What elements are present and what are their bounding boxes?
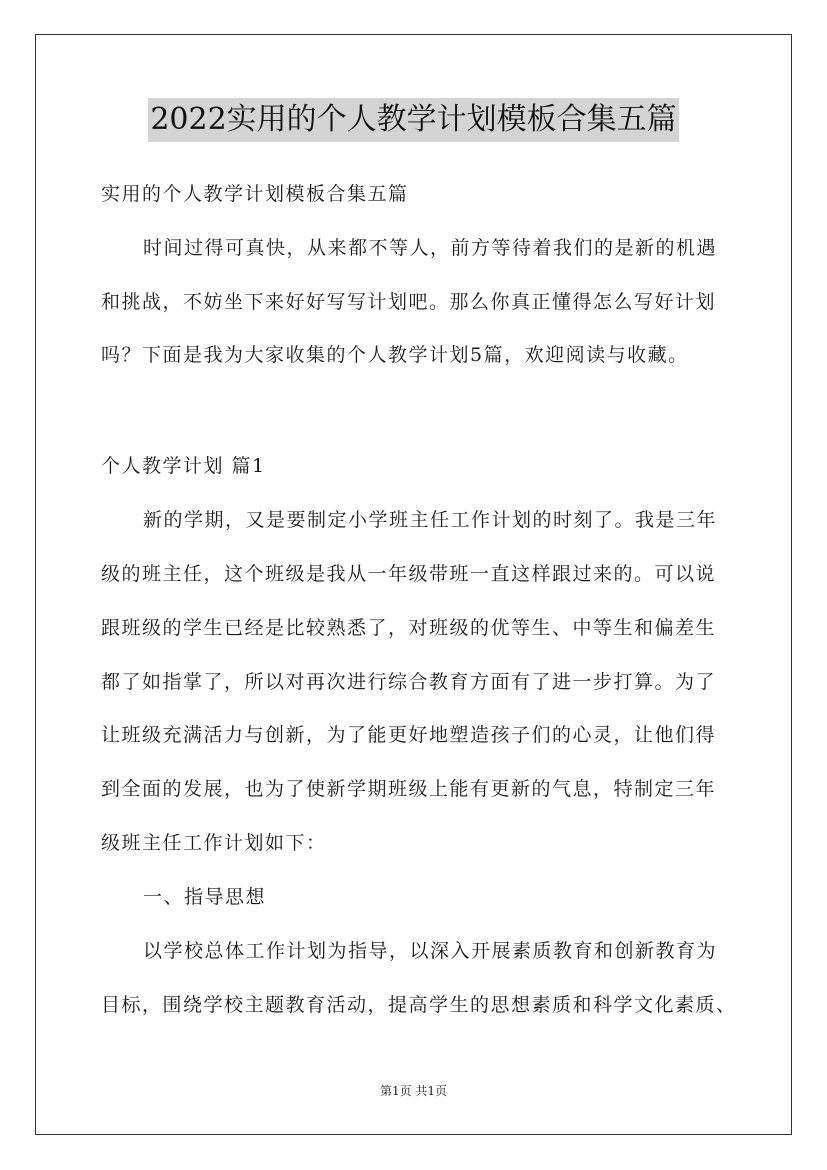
paragraph-line: 新的学期，又是要制定小学班主任工作计划的时刻了。我是三年 bbox=[143, 509, 718, 531]
paragraph-line: 以学校总体工作计划为指导，以深入开展素质教育和创新教育为 bbox=[143, 940, 718, 962]
document-title: 2022实用的个人教学计划模板合集五篇 bbox=[148, 98, 678, 142]
document-subtitle: 实用的个人教学计划模板合集五篇 bbox=[101, 183, 409, 205]
paragraph-line: 到全面的发展，也为了使新学期班级上能有更新的气息，特制定三年 bbox=[101, 778, 717, 800]
title-container bbox=[0, 98, 827, 142]
intro-line: 时间过得可真快，从来都不等人，前方等待着我们的是新的机遇 bbox=[143, 237, 718, 259]
paragraph-line: 目标，围绕学校主题教育活动，提高学生的思想素质和科学文化素质、 bbox=[101, 994, 737, 1016]
page-footer: 第1页 共1页 bbox=[379, 1084, 448, 1098]
paragraph-line: 级班主任工作计划如下： bbox=[101, 832, 327, 854]
paragraph-line: 都了如指掌了，所以对再次进行综合教育方面有了进一步打算。为了 bbox=[101, 671, 717, 693]
intro-line: 和挑战，不妨坐下来好好写写计划吧。那么你真正懂得怎么写好计划 bbox=[101, 291, 717, 313]
paragraph-line: 让班级充满活力与创新，为了能更好地塑造孩子们的心灵，让他们得 bbox=[101, 724, 717, 746]
subheading: 一、指导思想 bbox=[143, 886, 267, 908]
paragraph-line: 跟班级的学生已经是比较熟悉了，对班级的优等生、中等生和偏差生 bbox=[101, 617, 717, 639]
intro-line: 吗？下面是我为大家收集的个人教学计划5篇，欢迎阅读与收藏。 bbox=[101, 344, 689, 366]
section-heading: 个人教学计划 篇1 bbox=[101, 455, 266, 477]
paragraph-line: 级的班主任，这个班级是我从一年级带班一直这样跟过来的。可以说 bbox=[101, 563, 717, 585]
